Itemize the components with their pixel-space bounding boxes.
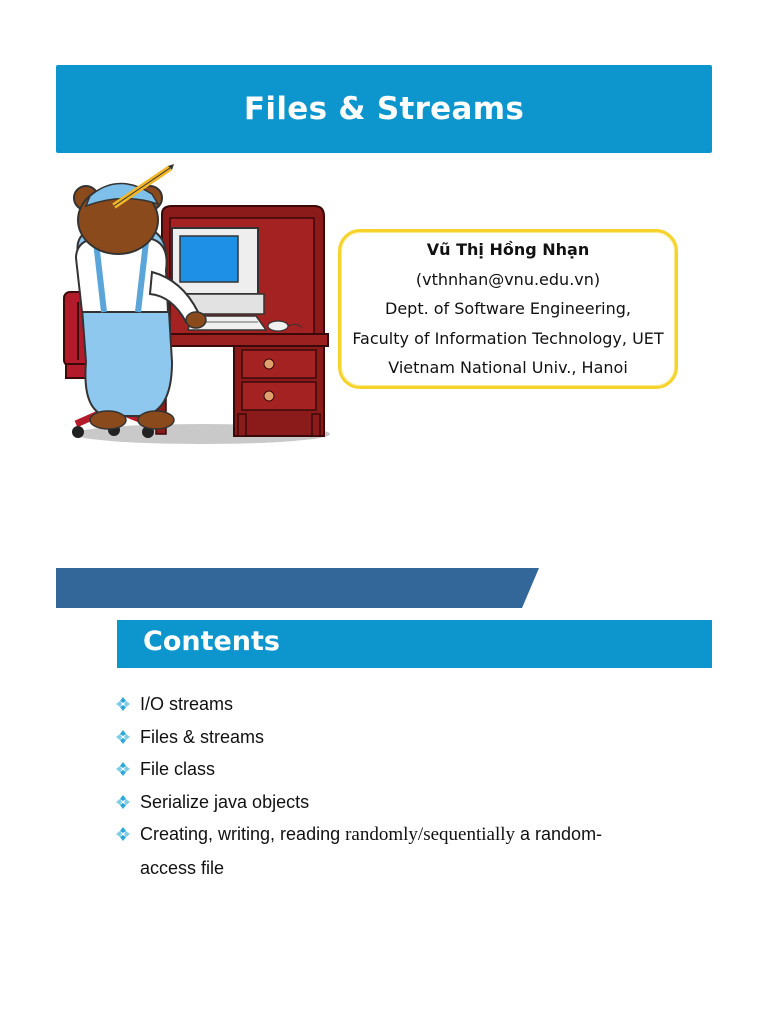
author-department: Dept. of Software Engineering, [385, 299, 631, 319]
bear-at-computer-illustration [52, 162, 334, 454]
list-item-text: File class [140, 759, 216, 779]
list-item [116, 753, 676, 786]
list-item [116, 688, 676, 721]
list-item-text-end: a random- [515, 824, 603, 844]
author-email[interactable]: (vthnhan@vnu.edu.vn) [415, 269, 601, 289]
list-item-text-start: Creating, writing, reading [140, 824, 346, 844]
list-item-text-serif: randomly/sequentially [345, 824, 516, 845]
contents-banner [117, 620, 712, 668]
list-item-text: I/O streams [140, 694, 234, 714]
contents-list [116, 688, 676, 884]
diamond-bullet-icon [116, 827, 130, 841]
contents-heading: Contents [143, 626, 281, 657]
author-name: Vũ Thị Hồng Nhạn [426, 240, 590, 260]
diamond-bullet-icon [116, 795, 130, 809]
section-divider-band [56, 568, 539, 608]
list-item [116, 721, 676, 754]
diamond-bullet-icon [116, 697, 130, 711]
list-item-text-continued: access file [140, 857, 225, 878]
slide-title: Files & Streams [243, 91, 525, 127]
list-item-text: Files & streams [140, 726, 265, 747]
list-item [116, 786, 676, 819]
author-university: Vietnam National Univ., Hanoi [388, 358, 628, 378]
title-banner [56, 65, 712, 153]
list-item-text: Serialize java objects [140, 791, 310, 812]
author-info-box [338, 229, 678, 389]
diamond-bullet-icon [116, 762, 130, 776]
author-faculty: Faculty of Information Technology, UET [352, 328, 664, 348]
diamond-bullet-icon [116, 730, 130, 744]
list-item [116, 818, 676, 884]
